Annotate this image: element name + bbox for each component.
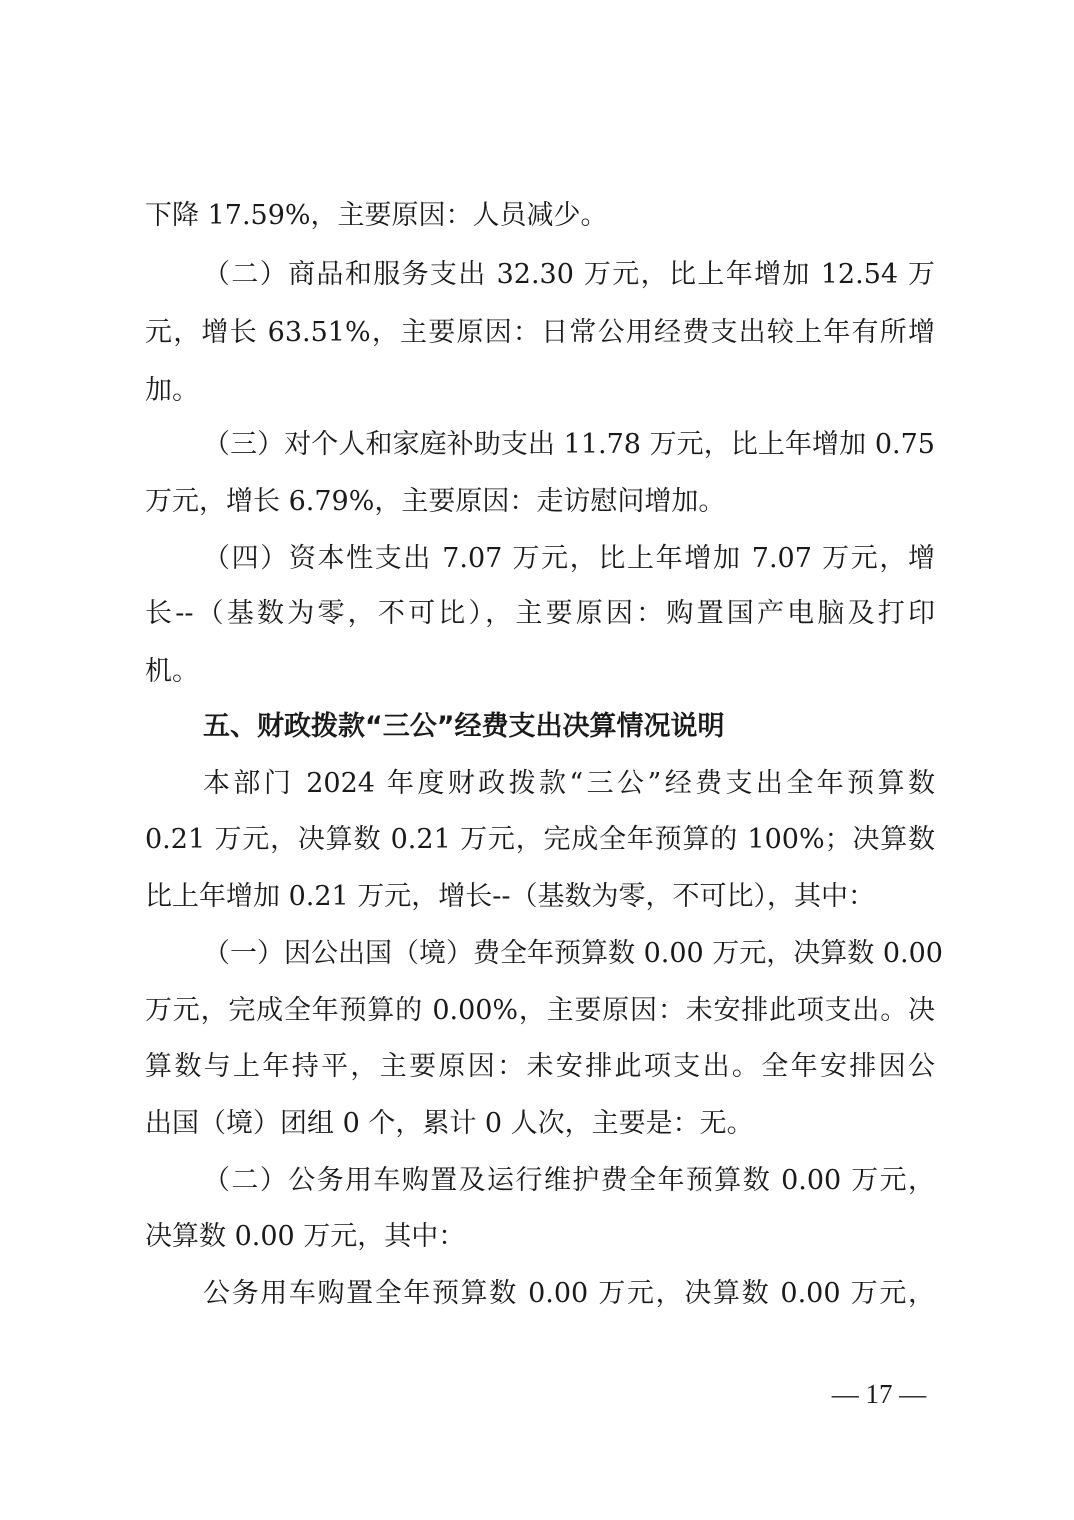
- paragraph-line: 决算数 0.00 万元，其中：: [145, 1221, 466, 1252]
- paragraph-line: 下降 17.59%，主要原因：人员减少。: [145, 200, 608, 231]
- paragraph-line: （三）对个人和家庭补助支出 11.78 万元，比上年增加 0.75: [203, 429, 935, 460]
- paragraph-line: 机。: [145, 656, 199, 687]
- paragraph-line: 算数与上年持平，主要原因：未安排此项支出。全年安排因公: [145, 1051, 935, 1082]
- paragraph-line: （四）资本性支出 7.07 万元，比上年增加 7.07 万元，增: [203, 543, 935, 574]
- paragraph-line: 0.21 万元，决算数 0.21 万元，完成全年预算的 100%；决算数: [145, 824, 935, 855]
- paragraph-line: 万元，增长 6.79%，主要原因：走访慰问增加。: [145, 486, 726, 517]
- paragraph-line: 本部门 2024 年度财政拨款“三公”经费支出全年预算数: [203, 768, 935, 799]
- paragraph-line: 比上年增加 0.21 万元，增长--（基数为零，不可比），其中：: [145, 881, 876, 912]
- paragraph-line: 加。: [145, 375, 199, 406]
- paragraph-line: 元，增长 63.51%，主要原因：日常公用经费支出较上年有所增: [145, 317, 935, 348]
- paragraph-line: 公务用车购置全年预算数 0.00 万元，决算数 0.00 万元，: [203, 1278, 935, 1309]
- paragraph-line: （一）因公出国（境）费全年预算数 0.00 万元，决算数 0.00: [203, 938, 943, 969]
- paragraph-line: 出国（境）团组 0 个，累计 0 人次，主要是：无。: [145, 1108, 754, 1139]
- paragraph-line: 长--（基数为零，不可比），主要原因：购置国产电脑及打印: [145, 598, 935, 629]
- paragraph-line: 万元，完成全年预算的 0.00%，主要原因：未安排此项支出。决: [145, 995, 935, 1026]
- paragraph-line: （二）商品和服务支出 32.30 万元，比上年增加 12.54 万: [203, 259, 935, 290]
- section-heading: 五、财政拨款“三公”经费支出决算情况说明: [203, 711, 725, 742]
- page-number: — 17 —: [831, 1379, 927, 1409]
- paragraph-line: （二）公务用车购置及运行维护费全年预算数 0.00 万元，: [203, 1165, 935, 1196]
